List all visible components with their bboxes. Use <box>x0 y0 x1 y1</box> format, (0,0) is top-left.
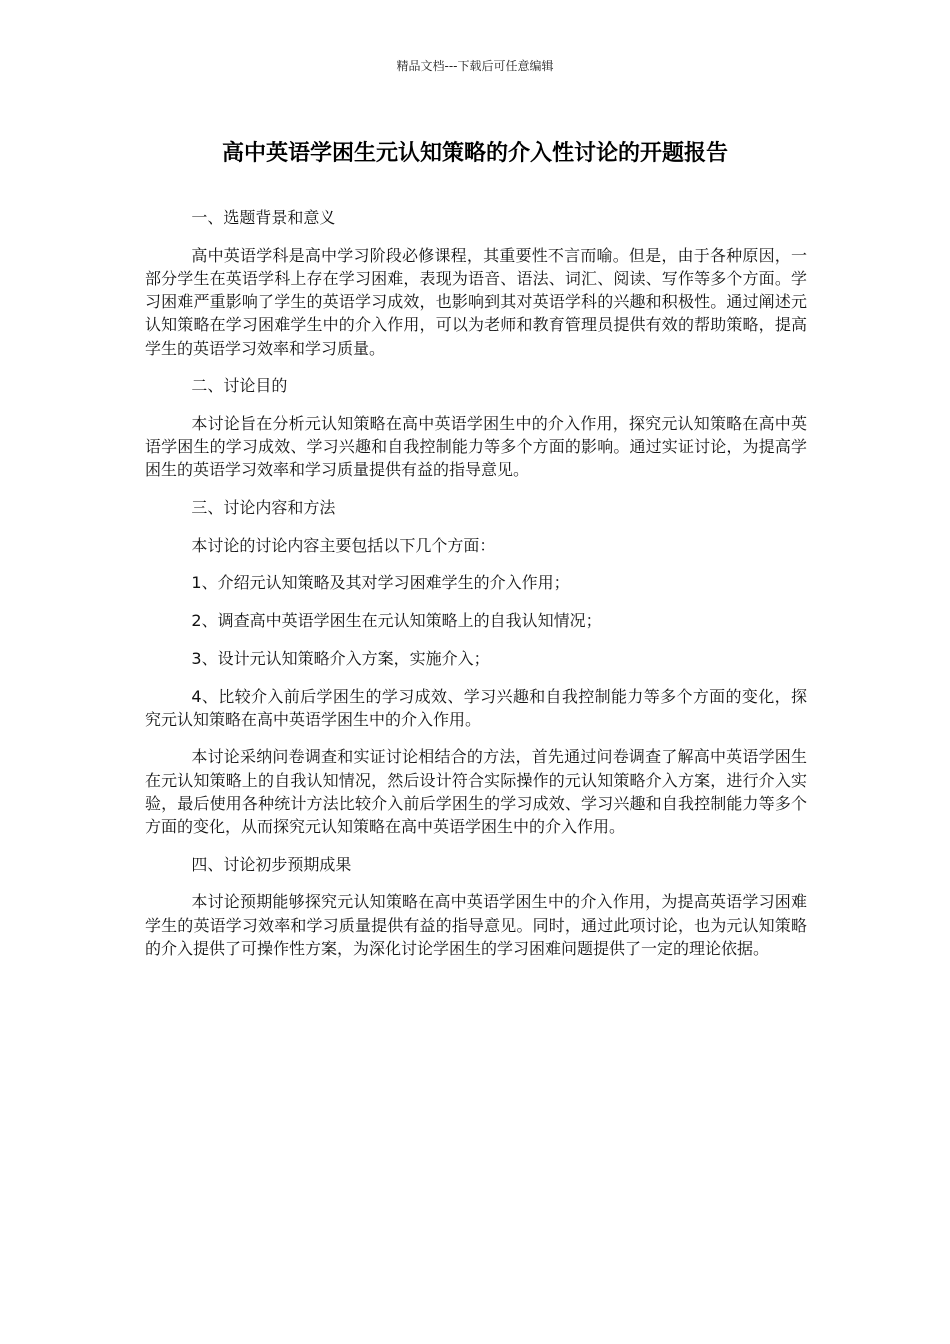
header-note: 精品文档---下载后可任意编辑 <box>396 59 554 73</box>
list-item: 1、介绍元认知策略及其对学习困难学生的介入作用； <box>191 573 570 593</box>
section-heading: 四、讨论初步预期成果 <box>191 854 352 874</box>
document-body <box>145 206 807 975</box>
list-item: 2、调查高中英语学困生在元认知策略上的自我认知情况； <box>191 611 602 631</box>
paragraph: 本讨论的讨论内容主要包括以下几个方面： <box>191 535 496 555</box>
section-heading: 一、选题背景和意义 <box>191 208 336 227</box>
section-heading: 二、讨论目的 <box>191 376 288 396</box>
paragraph: 本讨论旨在分析元认知策略在高中英语学困生中的介入作用，探究元认知策略在高中英语学困生的学习成效、学习兴趣和自我控制能力等多个方面的影响。通过实证讨论，为提高学困生的英语学习效率和学习质量提供有益的指导意见。 <box>145 413 807 480</box>
paragraph: 本讨论预期能够探究元认知策略在高中英语学困生中的介入作用，为提高英语学习困难学生的英语学习效率和学习质量提供有益的指导意见。同时，通过此项讨论，也为元认知策略的介入提供了可操作性方案，为深化讨论学困生的学习困难问题提供了一定的理论依据。 <box>145 892 807 958</box>
section-heading: 三、讨论内容和方法 <box>191 498 336 518</box>
paragraph: 本讨论采纳问卷调查和实证讨论相结合的方法，首先通过问卷调查了解高中英语学困生在元认知策略上的自我认知情况，然后设计符合实际操作的元认知策略介入方案，进行介入实验，最后使用各种统计方法比较介入前后学困生的学习成效、学习兴趣和自我控制能力等多个方面的变化，从而探究元认知策略在高中英语学困生中的介入作用。 <box>145 747 807 837</box>
list-item: 3、设计元认知策略介入方案，实施介入； <box>191 648 490 668</box>
list-item: 4、比较介入前后学困生的学习成效、学习兴趣和自我控制能力等多个方面的变化，探究元认知策略在高中英语学困生中的介入作用。 <box>145 686 807 729</box>
document-title: 高中英语学困生元认知策略的介入性讨论的开题报告 <box>221 141 728 166</box>
paragraph: 高中英语学科是高中学习阶段必修课程，其重要性不言而喻。但是，由于各种原因，一部分学生在英语学科上存在学习困难，表现为语音、语法、词汇、阅读、写作等多个方面。学习困难严重影响了学生的英语学习成效，也影响到其对英语学科的兴趣和积极性。通过阐述元认知策略在学习困难学生中的介入作用，可以为老师和教育管理员提供有效的帮助策略，提高学生的英语学习效率和学习质量。 <box>145 245 807 358</box>
